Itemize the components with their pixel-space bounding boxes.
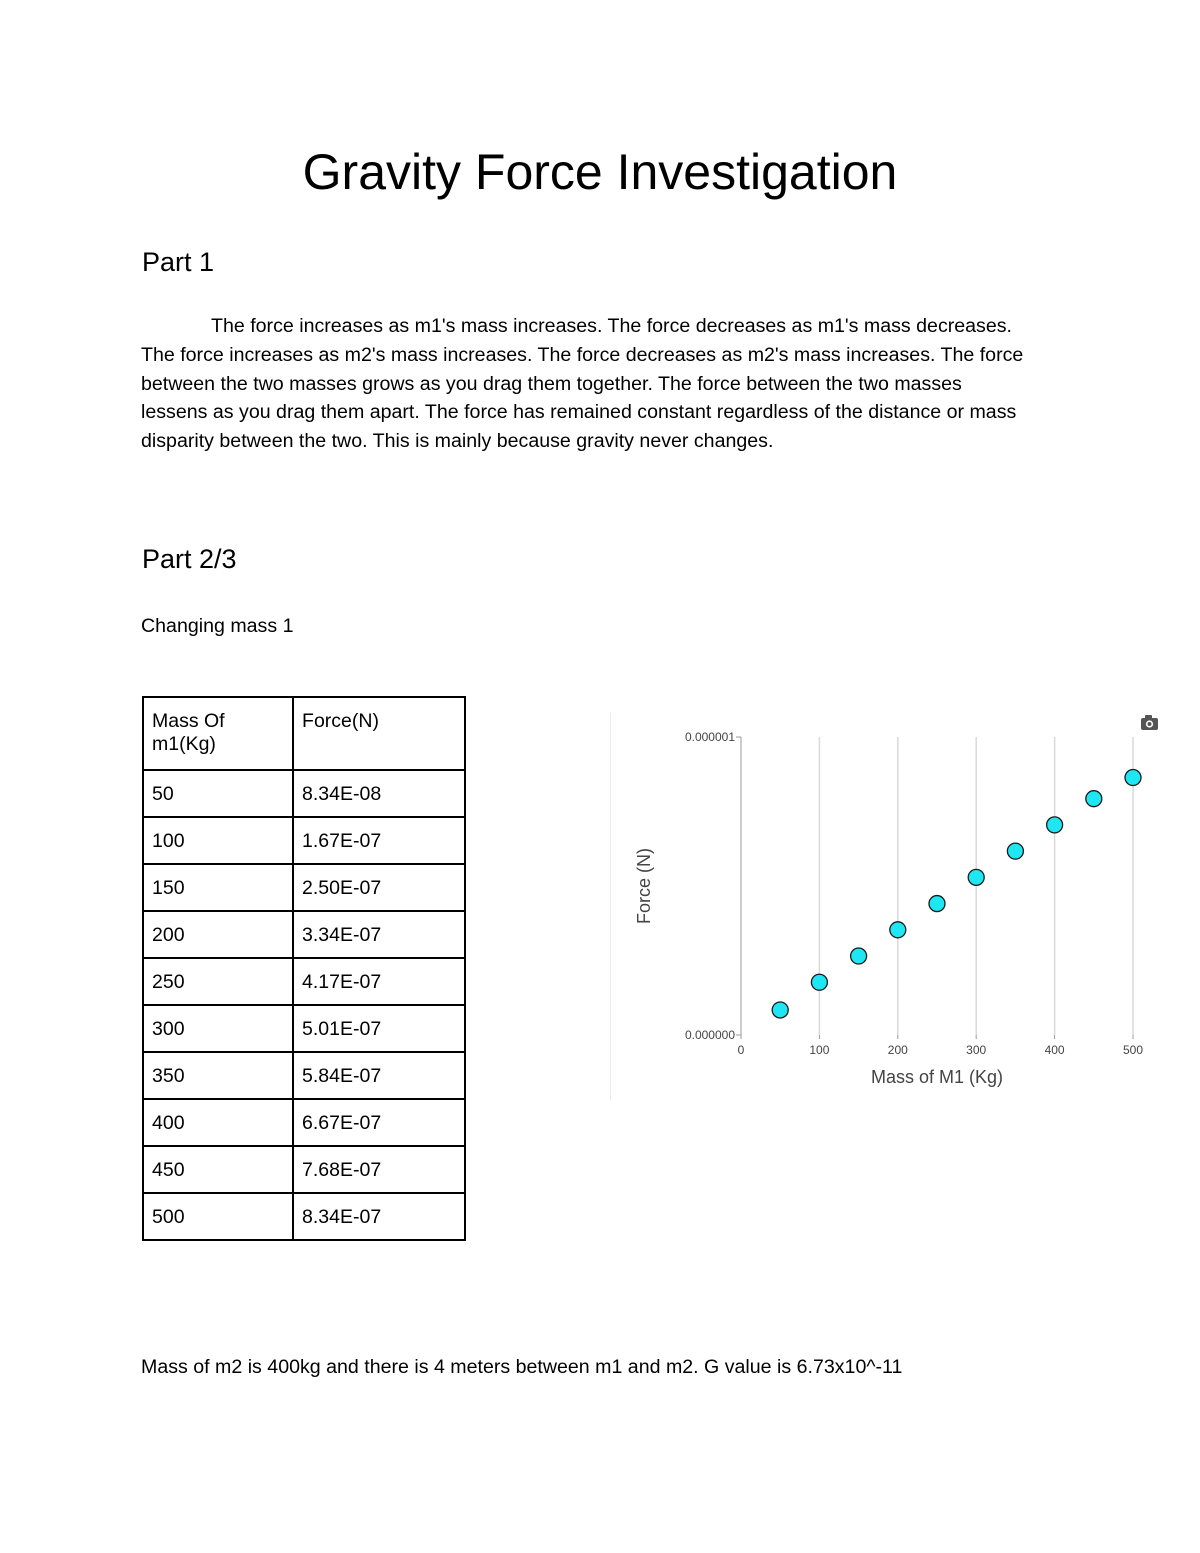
force-chart — [610, 712, 1170, 1100]
table-cell-mass: 350 — [143, 1052, 293, 1099]
table-cell-force: 6.67E-07 — [293, 1099, 465, 1146]
table-row — [143, 958, 465, 1005]
table-cell-force: 5.84E-07 — [293, 1052, 465, 1099]
data-point[interactable] — [968, 869, 984, 885]
data-point[interactable] — [851, 948, 867, 964]
force-chart-svg — [610, 712, 1170, 1100]
table-cell-force: 8.34E-08 — [293, 770, 465, 817]
x-tick-label: 0 — [737, 1043, 745, 1057]
part1-heading: Part 1 — [142, 247, 215, 277]
table-row — [143, 817, 465, 864]
table-cell-mass: 100 — [143, 817, 293, 864]
table-cell-mass: 300 — [143, 1005, 293, 1052]
y-tick-label: 0.000001 — [684, 730, 735, 744]
table-body — [143, 697, 465, 1240]
camera-icon[interactable] — [1141, 715, 1158, 730]
data-point[interactable] — [1125, 770, 1141, 786]
y-axis-label: Force (N) — [634, 848, 654, 924]
table-row — [143, 1146, 465, 1193]
part23-subheading: Changing mass 1 — [141, 615, 294, 637]
x-tick-label: 100 — [809, 1043, 830, 1057]
table-cell-mass: 400 — [143, 1099, 293, 1146]
chart-points — [772, 770, 1141, 1018]
table-cell-mass: 450 — [143, 1146, 293, 1193]
x-axis-label: Mass of M1 (Kg) — [870, 1067, 1004, 1087]
table-header-row — [143, 697, 465, 770]
table-row — [143, 911, 465, 958]
chart-grid — [736, 737, 1133, 1039]
mass-force-table — [142, 696, 466, 1241]
table-cell-mass: 250 — [143, 958, 293, 1005]
table-cell-force: 3.34E-07 — [293, 911, 465, 958]
table-row — [143, 1193, 465, 1240]
table-cell-mass: 50 — [143, 770, 293, 817]
table-cell-force: 8.34E-07 — [293, 1193, 465, 1240]
footnote: Mass of m2 is 400kg and there is 4 meters between m1 and m2. G value is 6.73x10^-11 — [141, 1356, 903, 1378]
table-cell-mass: 500 — [143, 1193, 293, 1240]
table-row — [143, 1099, 465, 1146]
x-tick-label: 500 — [1122, 1043, 1144, 1057]
table-cell-force: 2.50E-07 — [293, 864, 465, 911]
table-row — [143, 864, 465, 911]
data-point[interactable] — [811, 974, 827, 990]
table-cell-force: 1.67E-07 — [293, 817, 465, 864]
table-row — [143, 770, 465, 817]
data-point[interactable] — [772, 1002, 788, 1018]
data-point[interactable] — [1007, 843, 1023, 859]
y-tick-labels — [685, 730, 735, 1042]
table-cell-mass: 150 — [143, 864, 293, 911]
data-point[interactable] — [929, 896, 945, 912]
table-cell-force: 4.17E-07 — [293, 958, 465, 1005]
table-header-mass: Mass Of m1(Kg) — [143, 697, 293, 770]
table-header-force: Force(N) — [293, 697, 465, 770]
x-tick-labels — [738, 1043, 1144, 1057]
page-title: Gravity Force Investigation — [302, 144, 898, 200]
x-tick-label: 400 — [1044, 1043, 1065, 1057]
part23-heading: Part 2/3 — [142, 544, 237, 574]
table-cell-force: 7.68E-07 — [293, 1146, 465, 1193]
data-point[interactable] — [1047, 817, 1063, 833]
data-point[interactable] — [1086, 791, 1102, 807]
table-row — [143, 1052, 465, 1099]
table-cell-force: 5.01E-07 — [293, 1005, 465, 1052]
x-tick-label: 200 — [887, 1043, 908, 1057]
data-point[interactable] — [890, 922, 906, 938]
table-cell-mass: 200 — [143, 911, 293, 958]
y-tick-label: 0.000000 — [684, 1028, 735, 1042]
part1-paragraph: The force increases as m1's mass increases. The force decreases as m1's mass decreases. The force increases as m2's mass increases. The force decreases as m2's mass increases. The force between the two masses grows as you drag them together. The force between the two masses lessens as you drag them apart. The force has remained constant regardless of the distance or mass disparity between the two. This is mainly because gravity never changes. — [141, 315, 1024, 453]
table-row — [143, 1005, 465, 1052]
x-tick-label: 300 — [966, 1043, 987, 1057]
